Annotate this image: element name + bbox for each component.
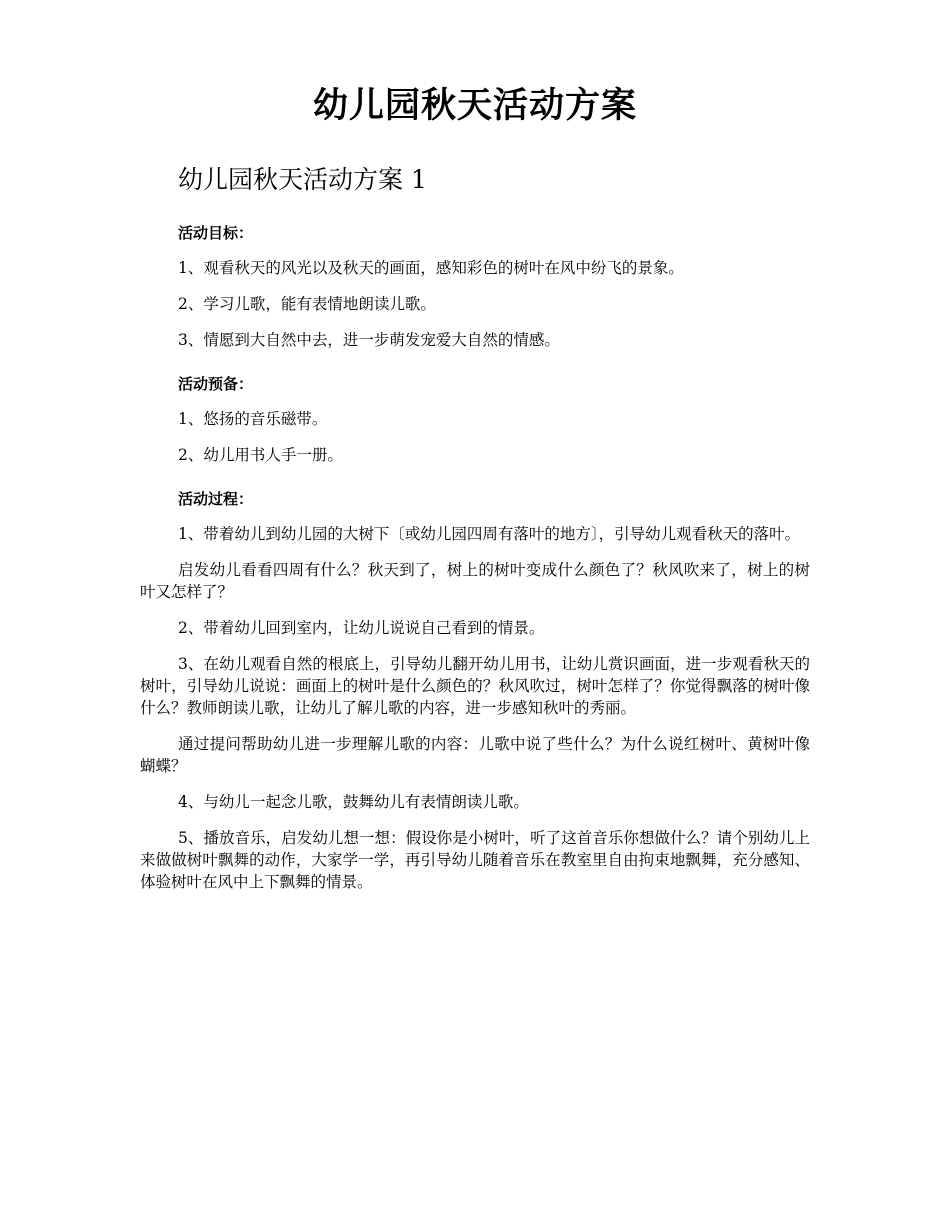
process-paragraph-6: 4、与幼儿一起念儿歌，鼓舞幼儿有表情朗读儿歌。 — [178, 793, 529, 811]
goal-item-2: 2、学习儿歌，能有表情地朗读儿歌。 — [178, 295, 436, 313]
document-title: 幼儿园秋天活动方案 — [312, 85, 637, 126]
prep-item-2: 2、幼儿用书人手一册。 — [178, 446, 343, 464]
process-paragraph-1: 1、带着幼儿到幼儿园的大树下〔或幼儿园四周有落叶的地方〕，引导幼儿观看秋天的落叶。 — [178, 525, 801, 543]
goals-label: 活动目标： — [178, 224, 254, 242]
prep-label: 活动预备： — [178, 375, 254, 393]
process-paragraph-2: 启发幼儿看看四周有什么？秋天到了，树上的树叶变成什么颜色了？秋风吹来了，树上的树叶又怎样了？ — [140, 561, 810, 601]
process-paragraph-4: 3、在幼儿观看自然的根底上，引导幼儿翻开幼儿用书，让幼儿赏识画面，进一步观看秋天的树叶，引导幼儿说说：画面上的树叶是什么颜色的？秋风吹过，树叶怎样了？你觉得飘落的树叶像什么？教师朗读儿歌，让幼儿了解儿歌的内容，进一步感知秋叶的秀丽。 — [140, 655, 810, 717]
process-paragraph-7: 5、播放音乐，启发幼儿想一想：假设你是小树叶，听了这首音乐你想做什么？请个别幼儿上来做做树叶飘舞的动作，大家学一学，再引导幼儿随着音乐在教室里自由拘束地飘舞，充分感知、体验树叶在风中上下飘舞的情景。 — [140, 829, 810, 891]
process-paragraph-3: 2、带着幼儿回到室内，让幼儿说说自己看到的情景。 — [178, 619, 545, 637]
prep-item-1: 1、悠扬的音乐磁带。 — [178, 410, 328, 428]
document-body — [140, 160, 810, 893]
process-paragraph-5: 通过提问帮助幼儿进一步理解儿歌的内容：儿歌中说了些什么？为什么说红树叶、黄树叶像蝴蝶？ — [140, 735, 810, 775]
process-label: 活动过程： — [178, 490, 254, 508]
goal-item-3: 3、情愿到大自然中去，进一步萌发宠爱大自然的情感。 — [178, 331, 560, 349]
goal-item-1: 1、观看秋天的风光以及秋天的画面，感知彩色的树叶在风中纷飞的景象。 — [178, 259, 684, 277]
section-title: 幼儿园秋天活动方案 1 — [178, 165, 427, 194]
